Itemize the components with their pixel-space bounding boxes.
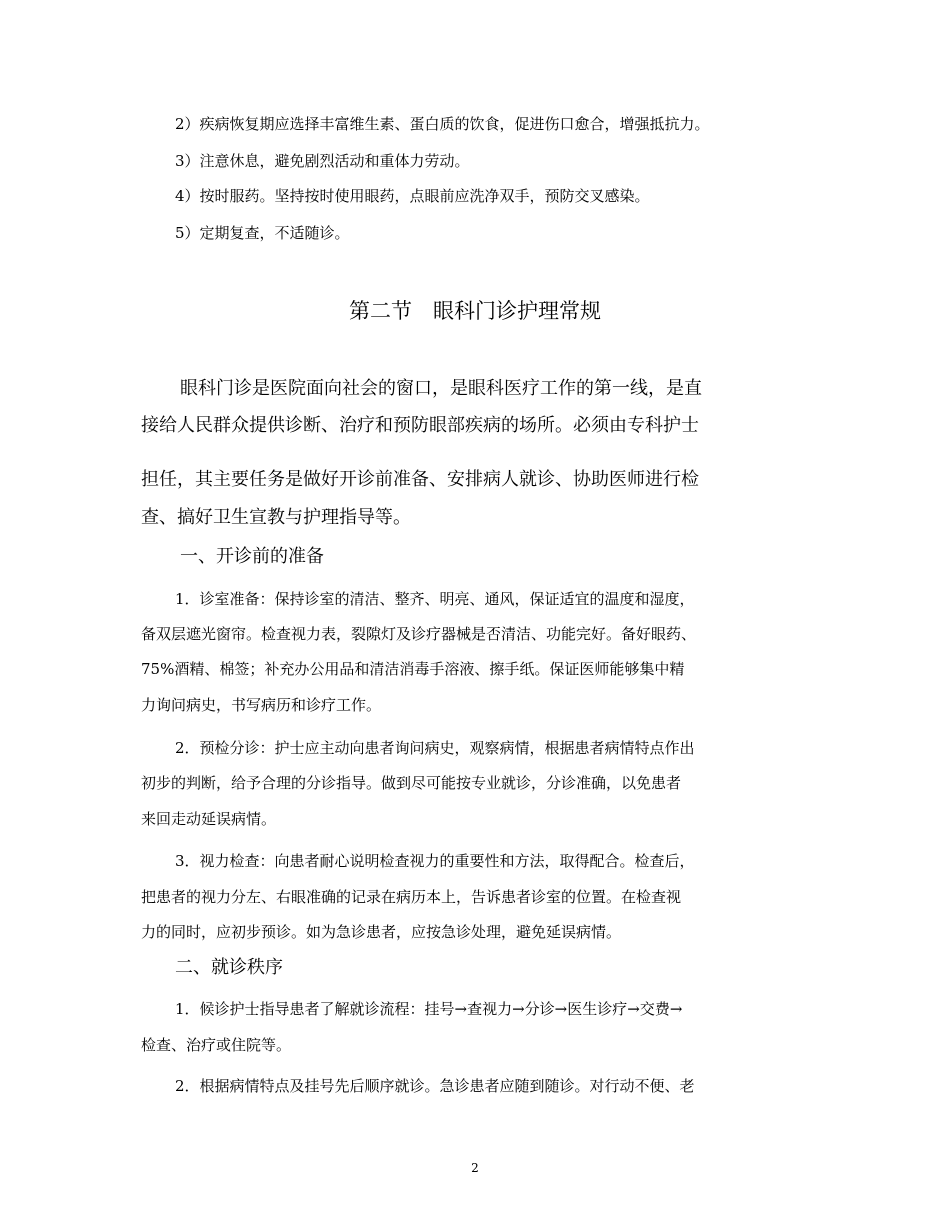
paragraph-line: 眼科门诊是医院面向社会的窗口，是眼科医疗工作的第一线，是直 bbox=[180, 378, 702, 399]
paragraph-line: 查、搞好卫生宣教与护理指导等。 bbox=[141, 507, 411, 528]
paragraph-line: 接给人民群众提供诊断、治疗和预防眼部疾病的场所。必须由专科护士 bbox=[141, 415, 699, 436]
paragraph-line: 担任，其主要任务是做好开诊前准备、安排病人就诊、协助医师进行检 bbox=[141, 469, 699, 490]
paragraph-line: 75%酒精、棉签；补充办公用品和清洁消毒手溶液、擦手纸。保证医师能够集中精 bbox=[141, 660, 685, 678]
list-item: 2）疾病恢复期应选择丰富维生素、蛋白质的饮食，促进伤口愈合，增强抵抗力。 bbox=[175, 115, 710, 133]
paragraph-line: 力询问病史，书写病历和诊疗工作。 bbox=[141, 696, 382, 714]
paragraph-line: 1．候诊护士指导患者了解就诊流程：挂号→查视力→分诊→医生诊疗→交费→ bbox=[175, 1000, 683, 1018]
paragraph-line: 2．根据病情特点及挂号先后顺序就诊。急诊患者应随到随诊。对行动不便、老 bbox=[175, 1077, 695, 1095]
paragraph-line: 把患者的视力分左、右眼准确的记录在病历本上，告诉患者诊室的位置。在检查视 bbox=[141, 888, 682, 906]
paragraph-line: 3．视力检查：向患者耐心说明检查视力的重要性和方法，取得配合。检查后， bbox=[175, 852, 695, 870]
paragraph-line: 初步的判断，给予合理的分诊指导。做到尽可能按专业就诊，分诊准确，以免患者 bbox=[141, 774, 682, 792]
paragraph-line: 来回走动延误病情。 bbox=[141, 810, 277, 828]
paragraph-line: 1．诊室准备：保持诊室的清洁、整齐、明亮、通风，保证适宜的温度和湿度， bbox=[175, 590, 695, 608]
section-title: 第二节 眼科门诊护理常规 bbox=[349, 299, 601, 323]
paragraph-line: 备双层遮光窗帘。检查视力表，裂隙灯及诊疗器械是否清洁、功能完好。备好眼药、 bbox=[141, 625, 697, 643]
list-item: 5）定期复查，不适随诊。 bbox=[175, 224, 350, 242]
paragraph-line: 力的同时，应初步预诊。如为急诊患者，应按急诊处理，避免延误病情。 bbox=[141, 923, 622, 941]
list-item: 4）按时服药。坚持按时使用眼药，点眼前应洗净双手，预防交叉感染。 bbox=[175, 187, 650, 205]
section-heading: 二、就诊秩序 bbox=[175, 957, 283, 978]
paragraph-line: 检查、治疗或住院等。 bbox=[141, 1036, 292, 1054]
paragraph-line: 2．预检分诊：护士应主动向患者询问病史，观察病情，根据患者病情特点作出 bbox=[175, 739, 695, 757]
list-item: 3）注意休息，避免剧烈活动和重体力劳动。 bbox=[175, 152, 470, 170]
section-heading: 一、开诊前的准备 bbox=[180, 546, 324, 567]
page-number: 2 bbox=[471, 1161, 479, 1175]
